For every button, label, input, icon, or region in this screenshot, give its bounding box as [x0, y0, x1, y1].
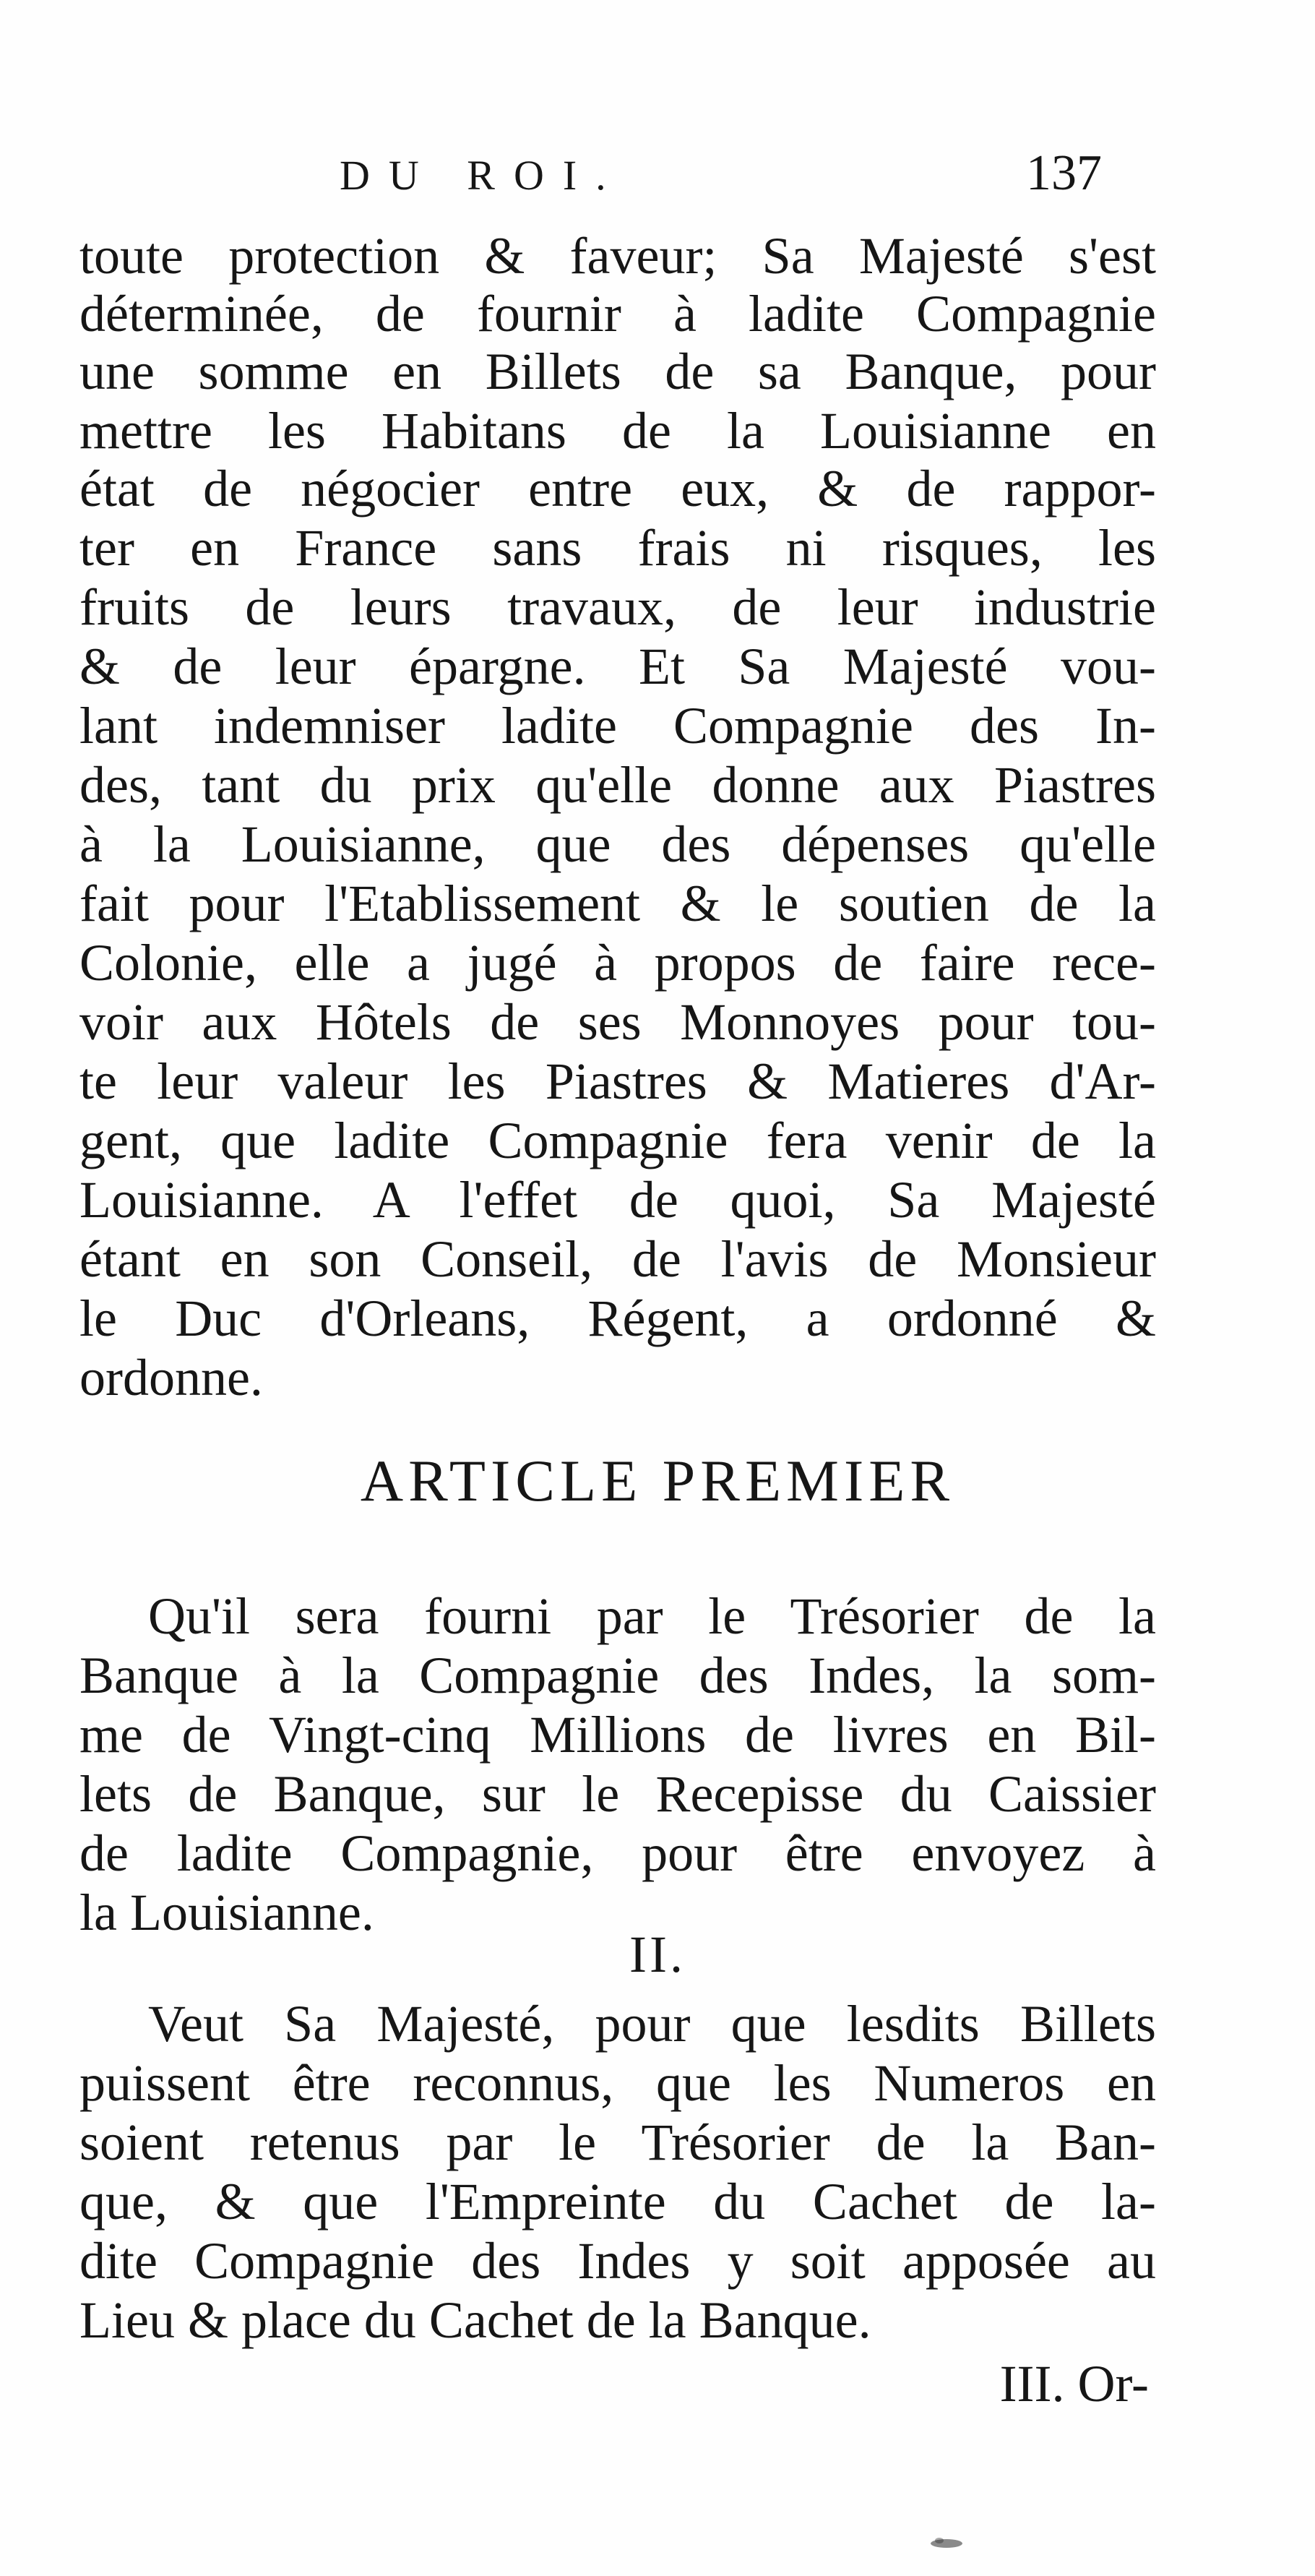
text-line: toute protection & faveur; Sa Majesté s'est: [79, 227, 1156, 285]
text-line: que, & que l'Empreinte du Cachet de la-: [79, 2173, 1156, 2231]
text-line: dite Compagnie des Indes y soit apposée au: [79, 2232, 1156, 2290]
article-heading: ARTICLE PREMIER: [360, 1448, 955, 1514]
text-line: soient retenus par le Trésorier de la Ban-: [79, 2113, 1156, 2171]
text-line: lets de Banque, sur le Recepisse du Caissier: [79, 1765, 1156, 1823]
text-line: Veut Sa Majesté, pour que lesdits Billets: [148, 1995, 1156, 2053]
text-line: voir aux Hôtels de ses Monnoyes pour tou-: [79, 993, 1156, 1051]
text-line: Louisianne. A l'effet de quoi, Sa Majesté: [79, 1171, 1156, 1229]
text-line: fait pour l'Etablissement & le soutien de la: [79, 875, 1156, 932]
text-line: mettre les Habitans de la Louisianne en: [79, 402, 1156, 460]
text-line: ter en France sans frais ni risques, les: [79, 519, 1156, 577]
text-line: état de négocier entre eux, & de rappor-: [79, 460, 1156, 518]
text-line: une somme en Billets de sa Banque, pour: [79, 343, 1156, 400]
text-line: Colonie, elle a jugé à propos de faire rece-: [79, 934, 1156, 992]
text-line: déterminée, de fournir à ladite Compagnie: [79, 285, 1156, 343]
ink-smudge-icon: [925, 2533, 968, 2551]
text-line: me de Vingt-cinq Millions de livres en Bil-: [79, 1706, 1156, 1764]
running-head: DU ROI.: [340, 152, 625, 199]
page-number: 137: [1026, 145, 1102, 201]
text-line: de ladite Compagnie, pour être envoyez à: [79, 1824, 1156, 1882]
text-line: gent, que ladite Compagnie fera venir de la: [79, 1112, 1156, 1169]
text-line: Lieu & place du Cachet de la Banque.: [79, 2291, 871, 2349]
text-line: puissent être reconnus, que les Numeros en: [79, 2054, 1156, 2112]
text-line: des, tant du prix qu'elle donne aux Piastres: [79, 756, 1156, 814]
article-numeral: II.: [629, 1925, 686, 1983]
catchword: III. Or-: [999, 2355, 1149, 2413]
text-line: étant en son Conseil, de l'avis de Monsieur: [79, 1230, 1156, 1288]
text-line: la Louisianne.: [79, 1884, 374, 1941]
text-line: fruits de leurs travaux, de leur industrie: [79, 578, 1156, 636]
text-line: à la Louisianne, que des dépenses qu'elle: [79, 815, 1156, 873]
text-line: Qu'il sera fourni par le Trésorier de la: [148, 1587, 1156, 1645]
text-line: ordonne.: [79, 1349, 263, 1407]
text-line: le Duc d'Orleans, Régent, a ordonné &: [79, 1289, 1156, 1347]
text-line: te leur valeur les Piastres & Matieres d'Ar-: [79, 1052, 1156, 1110]
text-line: & de leur épargne. Et Sa Majesté vou-: [79, 637, 1156, 695]
text-line: lant indemniser ladite Compagnie des In-: [79, 697, 1156, 755]
text-line: Banque à la Compagnie des Indes, la som-: [79, 1647, 1156, 1704]
